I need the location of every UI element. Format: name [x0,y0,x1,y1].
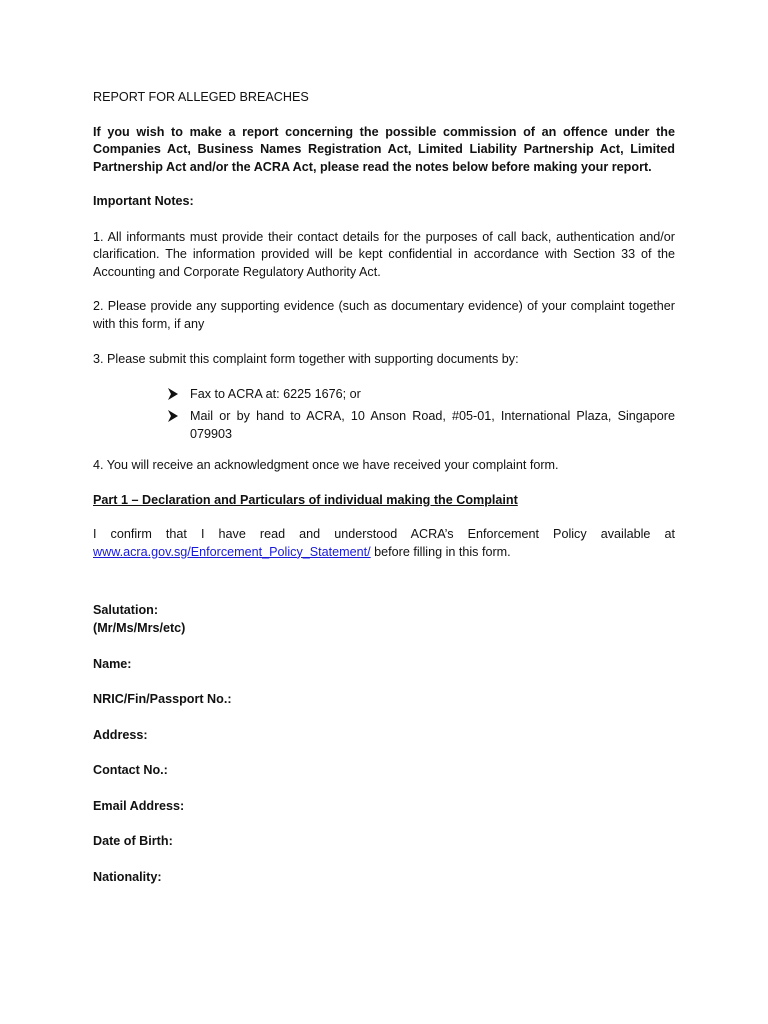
confirmation-paragraph [93,526,675,561]
email-label: Email Address: [93,798,185,813]
note-2: 2. Please provide any supporting evidence (such as documentary evidence) of your complaint together with this form, if any [93,299,675,331]
submission-method-label: Mail or by hand to ACRA, 10 Anson Road, #05-01, International Plaza, Singapore 079903 [190,409,675,441]
nric-label: NRIC/Fin/Passport No.: [93,692,232,706]
contact-label: Contact No.: [93,763,168,777]
note-3: 3. Please submit this complaint form together with supporting documents by: [93,352,519,366]
nationality-label: Nationality: [93,869,162,884]
arrowhead-bullet-icon [167,409,179,423]
salutation-label: Salutation: [93,603,159,617]
enforcement-policy-link[interactable]: www.acra.gov.sg/Enforcement_Policy_Statement/ [93,544,371,559]
name-label: Name: [93,656,132,671]
dob-label: Date of Birth: [93,834,173,848]
confirmation-suffix: before filling in this form. [370,544,511,559]
intro-paragraph: If you wish to make a report concerning the possible commission of an offence under the Companies Act, Business Names Registration Act, Limited Liability Partnership Act, Limited Partnership Act and/or the ACRA Act, please read the notes below before making your report. [93,124,675,174]
confirmation-text: I confirm that I have read and understood ACRA’s Enforcement Policy available at [93,527,675,541]
arrowhead-bullet-icon [167,387,179,401]
document-page [93,89,675,886]
part1-heading [93,492,675,510]
address-label: Address: [93,727,148,742]
document-title: REPORT FOR ALLEGED BREACHES [93,90,309,104]
particulars-form [93,601,675,886]
part1-heading-text: Part 1 – Declaration and Particulars of individual making the Complaint [93,492,518,507]
submission-method-label: Fax to ACRA at: 6225 1676; or [190,386,361,401]
submission-methods-list [93,386,675,444]
submission-method-fax [93,386,675,404]
salutation-hint: (Mr/Ms/Mrs/etc) [93,621,186,635]
note-1: 1. All informants must provide their contact details for the purposes of call back, authentication and/or clarification. The information provided will be kept confidential in accordance with Section 33 of the Accounting and Corporate Regulatory Authority Act. [93,229,675,279]
note-4: 4. You will receive an acknowledgment once we have received your complaint form. [93,458,559,472]
submission-method-mail [93,408,675,443]
notes-heading: Important Notes: [93,194,194,208]
